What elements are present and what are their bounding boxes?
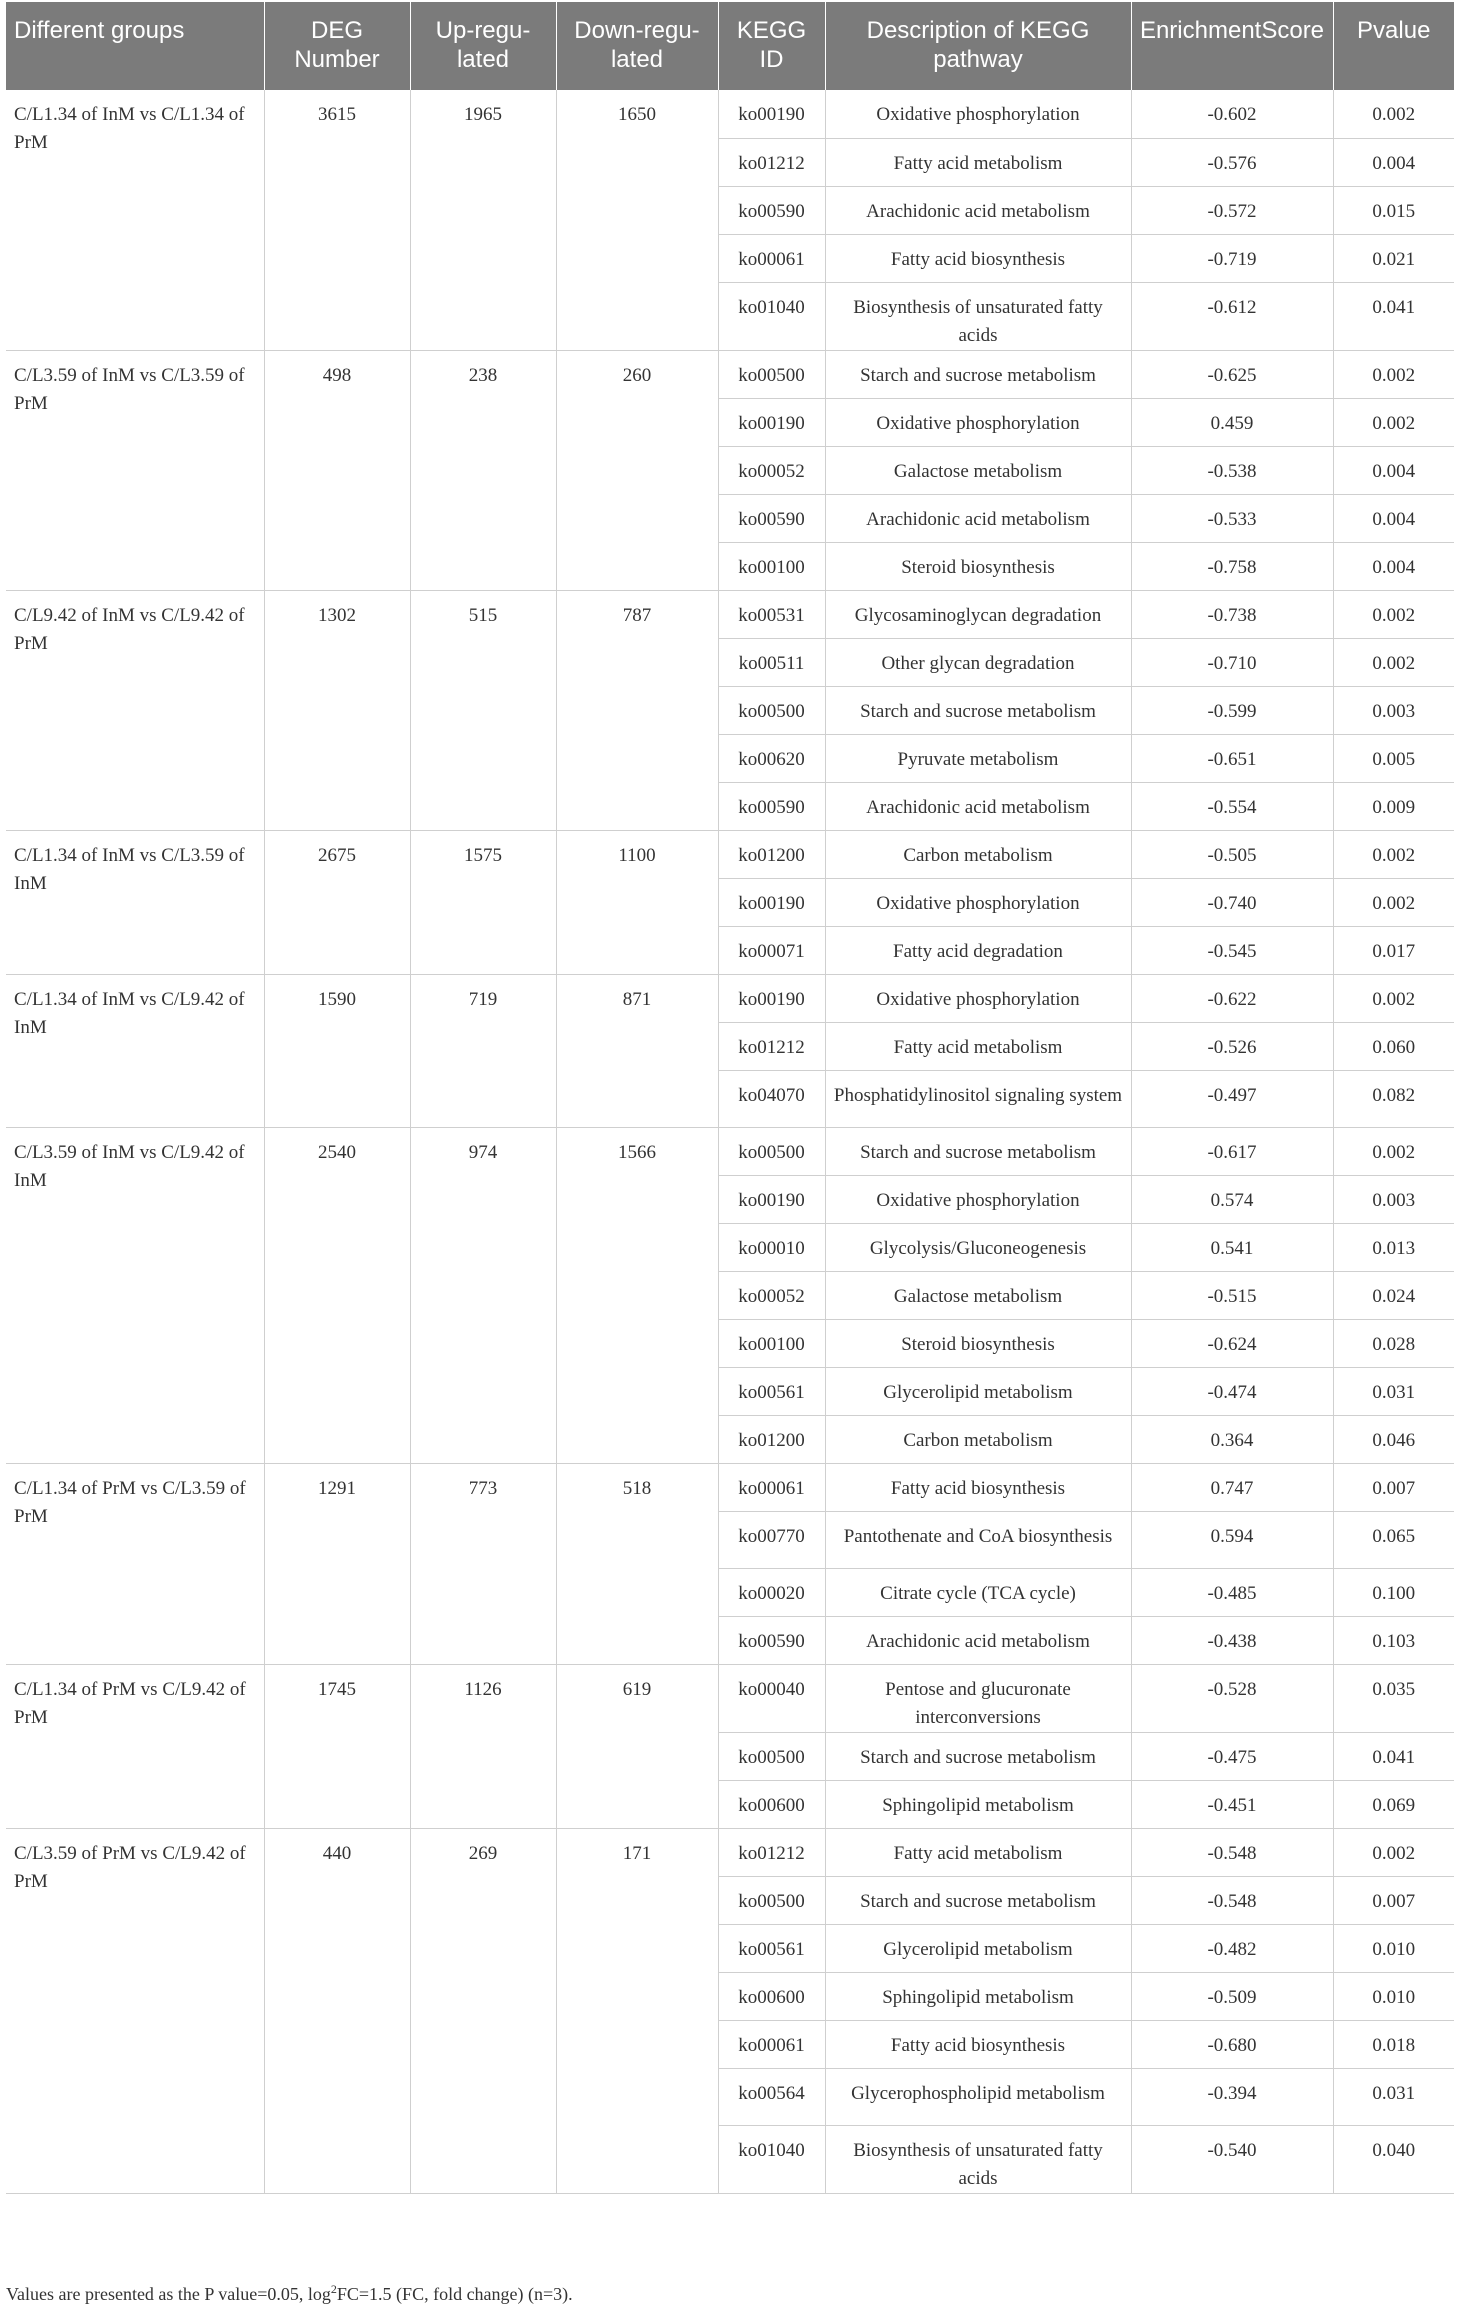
kegg-id-cell: ko00531	[718, 590, 825, 638]
enrichment-score-cell: -0.758	[1131, 542, 1333, 590]
enrichment-score-cell: 0.747	[1131, 1463, 1333, 1511]
enrichment-score-cell: -0.528	[1131, 1664, 1333, 1732]
pathway-description-cell: Arachidonic acid metabolism	[825, 494, 1131, 542]
pathway-description-cell: Galactose metabolism	[825, 1271, 1131, 1319]
kegg-id-cell: ko00020	[718, 1568, 825, 1616]
down-regulated-cell: 171	[556, 1828, 718, 2193]
pvalue-cell: 0.013	[1333, 1223, 1454, 1271]
deg-number-cell: 498	[264, 350, 410, 590]
pvalue-cell: 0.028	[1333, 1319, 1454, 1367]
table-body	[6, 90, 1454, 2193]
pathway-description-cell: Glycolysis/Gluconeogenesis	[825, 1223, 1131, 1271]
pathway-description-cell: Glycosaminoglycan degradation	[825, 590, 1131, 638]
group-name-cell: C/L3.59 of PrM vs C/L9.42 of PrM	[6, 1828, 264, 2193]
group-name-cell: C/L1.34 of PrM vs C/L9.42 of PrM	[6, 1664, 264, 1828]
deg-number-cell: 1302	[264, 590, 410, 830]
enrichment-score-cell: -0.538	[1131, 446, 1333, 494]
enrichment-score-cell: 0.574	[1131, 1175, 1333, 1223]
enrichment-score-cell: -0.438	[1131, 1616, 1333, 1664]
pathway-description-cell: Arachidonic acid metabolism	[825, 186, 1131, 234]
deg-number-cell: 440	[264, 1828, 410, 2193]
kegg-id-cell: ko00040	[718, 1664, 825, 1732]
kegg-id-cell: ko00100	[718, 542, 825, 590]
enrichment-score-cell: -0.497	[1131, 1070, 1333, 1127]
header-different-groups: Different groups	[6, 2, 264, 90]
pathway-description-cell: Galactose metabolism	[825, 446, 1131, 494]
header-enrichment-score: EnrichmentScore	[1131, 2, 1333, 90]
table-row	[6, 1664, 1454, 1732]
enrichment-score-cell: -0.740	[1131, 878, 1333, 926]
kegg-id-cell: ko00590	[718, 1616, 825, 1664]
enrichment-score-cell: -0.680	[1131, 2020, 1333, 2068]
kegg-id-cell: ko00500	[718, 1876, 825, 1924]
pvalue-cell: 0.103	[1333, 1616, 1454, 1664]
kegg-enrichment-table	[6, 2, 1454, 2194]
deg-number-cell: 1291	[264, 1463, 410, 1664]
table-row	[6, 590, 1454, 638]
kegg-id-cell: ko00052	[718, 1271, 825, 1319]
enrichment-score-cell: -0.451	[1131, 1780, 1333, 1828]
table-row	[6, 350, 1454, 398]
pathway-description-cell: Oxidative phosphorylation	[825, 974, 1131, 1022]
enrichment-score-cell: 0.459	[1131, 398, 1333, 446]
pvalue-cell: 0.002	[1333, 1828, 1454, 1876]
enrichment-score-cell: -0.475	[1131, 1732, 1333, 1780]
pvalue-cell: 0.002	[1333, 350, 1454, 398]
table-row	[6, 1828, 1454, 1876]
enrichment-score-cell: -0.505	[1131, 830, 1333, 878]
group-name-cell: C/L3.59 of InM vs C/L9.42 of InM	[6, 1127, 264, 1463]
group-name-cell: C/L1.34 of InM vs C/L9.42 of InM	[6, 974, 264, 1127]
up-regulated-cell: 1575	[410, 830, 556, 974]
header-down-regulated: Down-regu-lated	[556, 2, 718, 90]
footnote-superscript: 2	[330, 2282, 337, 2296]
pathway-description-cell: Fatty acid biosynthesis	[825, 234, 1131, 282]
kegg-id-cell: ko01040	[718, 282, 825, 350]
enrichment-score-cell: -0.612	[1131, 282, 1333, 350]
enrichment-score-cell: -0.625	[1131, 350, 1333, 398]
kegg-id-cell: ko00500	[718, 1127, 825, 1175]
pvalue-cell: 0.031	[1333, 1367, 1454, 1415]
kegg-id-cell: ko00100	[718, 1319, 825, 1367]
kegg-id-cell: ko00564	[718, 2068, 825, 2125]
enrichment-score-cell: -0.540	[1131, 2125, 1333, 2193]
pvalue-cell: 0.002	[1333, 638, 1454, 686]
pathway-description-cell: Pantothenate and CoA biosynthesis	[825, 1511, 1131, 1568]
pathway-description-cell: Oxidative phosphorylation	[825, 398, 1131, 446]
enrichment-score-cell: -0.622	[1131, 974, 1333, 1022]
kegg-id-cell: ko00061	[718, 234, 825, 282]
deg-number-cell: 1590	[264, 974, 410, 1127]
table-row	[6, 830, 1454, 878]
pathway-description-cell: Oxidative phosphorylation	[825, 878, 1131, 926]
up-regulated-cell: 719	[410, 974, 556, 1127]
pathway-description-cell: Steroid biosynthesis	[825, 542, 1131, 590]
kegg-id-cell: ko00500	[718, 350, 825, 398]
pvalue-cell: 0.015	[1333, 186, 1454, 234]
enrichment-score-cell: -0.554	[1131, 782, 1333, 830]
kegg-id-cell: ko01200	[718, 830, 825, 878]
pathway-description-cell: Glycerolipid metabolism	[825, 1924, 1131, 1972]
table-footnote	[6, 2282, 573, 2305]
kegg-id-cell: ko00061	[718, 2020, 825, 2068]
down-regulated-cell: 518	[556, 1463, 718, 1664]
kegg-id-cell: ko01040	[718, 2125, 825, 2193]
pathway-description-cell: Sphingolipid metabolism	[825, 1780, 1131, 1828]
pathway-description-cell: Fatty acid biosynthesis	[825, 2020, 1131, 2068]
pvalue-cell: 0.002	[1333, 878, 1454, 926]
pvalue-cell: 0.003	[1333, 686, 1454, 734]
kegg-id-cell: ko01212	[718, 1828, 825, 1876]
pvalue-cell: 0.002	[1333, 590, 1454, 638]
pathway-description-cell: Fatty acid biosynthesis	[825, 1463, 1131, 1511]
up-regulated-cell: 773	[410, 1463, 556, 1664]
pvalue-cell: 0.002	[1333, 398, 1454, 446]
up-regulated-cell: 269	[410, 1828, 556, 2193]
kegg-id-cell: ko00071	[718, 926, 825, 974]
kegg-id-cell: ko00590	[718, 782, 825, 830]
enrichment-score-cell: -0.710	[1131, 638, 1333, 686]
pathway-description-cell: Oxidative phosphorylation	[825, 90, 1131, 138]
pathway-description-cell: Pentose and glucuronate interconversions	[825, 1664, 1131, 1732]
pathway-description-cell: Arachidonic acid metabolism	[825, 1616, 1131, 1664]
group-name-cell: C/L9.42 of InM vs C/L9.42 of PrM	[6, 590, 264, 830]
kegg-id-cell: ko01200	[718, 1415, 825, 1463]
pvalue-cell: 0.002	[1333, 974, 1454, 1022]
enrichment-score-cell: -0.509	[1131, 1972, 1333, 2020]
down-regulated-cell: 260	[556, 350, 718, 590]
pvalue-cell: 0.100	[1333, 1568, 1454, 1616]
pathway-description-cell: Fatty acid metabolism	[825, 138, 1131, 186]
deg-number-cell: 2540	[264, 1127, 410, 1463]
kegg-id-cell: ko00620	[718, 734, 825, 782]
table-row	[6, 1127, 1454, 1175]
pvalue-cell: 0.010	[1333, 1972, 1454, 2020]
pathway-description-cell: Biosynthesis of unsaturated fatty acids	[825, 282, 1131, 350]
enrichment-score-cell: -0.548	[1131, 1876, 1333, 1924]
enrichment-score-cell: -0.548	[1131, 1828, 1333, 1876]
pvalue-cell: 0.017	[1333, 926, 1454, 974]
header-deg-number: DEG Number	[264, 2, 410, 90]
pathway-description-cell: Glycerolipid metabolism	[825, 1367, 1131, 1415]
enrichment-score-cell: -0.394	[1131, 2068, 1333, 2125]
enrichment-score-cell: -0.624	[1131, 1319, 1333, 1367]
pathway-description-cell: Starch and sucrose metabolism	[825, 350, 1131, 398]
pvalue-cell: 0.031	[1333, 2068, 1454, 2125]
kegg-id-cell: ko00190	[718, 878, 825, 926]
pvalue-cell: 0.046	[1333, 1415, 1454, 1463]
up-regulated-cell: 1126	[410, 1664, 556, 1828]
pvalue-cell: 0.002	[1333, 830, 1454, 878]
pvalue-cell: 0.018	[1333, 2020, 1454, 2068]
kegg-id-cell: ko00590	[718, 494, 825, 542]
header-pvalue: Pvalue	[1333, 2, 1454, 90]
up-regulated-cell: 238	[410, 350, 556, 590]
pathway-description-cell: Starch and sucrose metabolism	[825, 686, 1131, 734]
pvalue-cell: 0.021	[1333, 234, 1454, 282]
pathway-description-cell: Arachidonic acid metabolism	[825, 782, 1131, 830]
pvalue-cell: 0.041	[1333, 282, 1454, 350]
enrichment-score-cell: -0.526	[1131, 1022, 1333, 1070]
header-description: Description of KEGG pathway	[825, 2, 1131, 90]
enrichment-score-cell: -0.545	[1131, 926, 1333, 974]
footnote-suffix: FC=1.5 (FC, fold change) (n=3).	[336, 2284, 573, 2304]
table-row	[6, 974, 1454, 1022]
enrichment-score-cell: -0.474	[1131, 1367, 1333, 1415]
enrichment-score-cell: -0.533	[1131, 494, 1333, 542]
enrichment-score-cell: -0.719	[1131, 234, 1333, 282]
pvalue-cell: 0.069	[1333, 1780, 1454, 1828]
table-row	[6, 90, 1454, 138]
kegg-id-cell: ko04070	[718, 1070, 825, 1127]
group-name-cell: C/L1.34 of InM vs C/L1.34 of PrM	[6, 90, 264, 350]
kegg-id-cell: ko00590	[718, 186, 825, 234]
kegg-id-cell: ko01212	[718, 1022, 825, 1070]
pvalue-cell: 0.007	[1333, 1463, 1454, 1511]
kegg-id-cell: ko00500	[718, 686, 825, 734]
kegg-id-cell: ko00061	[718, 1463, 825, 1511]
up-regulated-cell: 515	[410, 590, 556, 830]
down-regulated-cell: 1566	[556, 1127, 718, 1463]
down-regulated-cell: 619	[556, 1664, 718, 1828]
pvalue-cell: 0.004	[1333, 138, 1454, 186]
kegg-id-cell: ko00190	[718, 974, 825, 1022]
pathway-description-cell: Citrate cycle (TCA cycle)	[825, 1568, 1131, 1616]
pvalue-cell: 0.024	[1333, 1271, 1454, 1319]
pvalue-cell: 0.002	[1333, 1127, 1454, 1175]
kegg-id-cell: ko00190	[718, 1175, 825, 1223]
pathway-description-cell: Pyruvate metabolism	[825, 734, 1131, 782]
enrichment-score-cell: -0.617	[1131, 1127, 1333, 1175]
pathway-description-cell: Starch and sucrose metabolism	[825, 1127, 1131, 1175]
pvalue-cell: 0.010	[1333, 1924, 1454, 1972]
pathway-description-cell: Carbon metabolism	[825, 1415, 1131, 1463]
enrichment-score-cell: -0.515	[1131, 1271, 1333, 1319]
down-regulated-cell: 1650	[556, 90, 718, 350]
kegg-id-cell: ko01212	[718, 138, 825, 186]
enrichment-score-cell: 0.364	[1131, 1415, 1333, 1463]
deg-number-cell: 1745	[264, 1664, 410, 1828]
kegg-id-cell: ko00190	[718, 398, 825, 446]
pvalue-cell: 0.002	[1333, 90, 1454, 138]
kegg-id-cell: ko00561	[718, 1924, 825, 1972]
kegg-id-cell: ko00500	[718, 1732, 825, 1780]
header-up-regulated: Up-regu-lated	[410, 2, 556, 90]
pvalue-cell: 0.004	[1333, 542, 1454, 590]
down-regulated-cell: 1100	[556, 830, 718, 974]
pathway-description-cell: Oxidative phosphorylation	[825, 1175, 1131, 1223]
pathway-description-cell: Biosynthesis of unsaturated fatty acids	[825, 2125, 1131, 2193]
pvalue-cell: 0.009	[1333, 782, 1454, 830]
deg-number-cell: 3615	[264, 90, 410, 350]
pvalue-cell: 0.035	[1333, 1664, 1454, 1732]
pathway-description-cell: Carbon metabolism	[825, 830, 1131, 878]
pathway-description-cell: Fatty acid metabolism	[825, 1828, 1131, 1876]
pathway-description-cell: Starch and sucrose metabolism	[825, 1732, 1131, 1780]
group-name-cell: C/L3.59 of InM vs C/L3.59 of PrM	[6, 350, 264, 590]
pathway-description-cell: Other glycan degradation	[825, 638, 1131, 686]
header-kegg-id: KEGG ID	[718, 2, 825, 90]
kegg-id-cell: ko00600	[718, 1972, 825, 2020]
enrichment-score-cell: -0.602	[1131, 90, 1333, 138]
header-row	[6, 2, 1454, 90]
pvalue-cell: 0.060	[1333, 1022, 1454, 1070]
pathway-description-cell: Glycerophospholipid metabolism	[825, 2068, 1131, 2125]
pvalue-cell: 0.040	[1333, 2125, 1454, 2193]
enrichment-score-cell: -0.599	[1131, 686, 1333, 734]
pvalue-cell: 0.007	[1333, 1876, 1454, 1924]
enrichment-score-cell: -0.485	[1131, 1568, 1333, 1616]
pvalue-cell: 0.041	[1333, 1732, 1454, 1780]
down-regulated-cell: 871	[556, 974, 718, 1127]
pathway-description-cell: Steroid biosynthesis	[825, 1319, 1131, 1367]
pvalue-cell: 0.004	[1333, 446, 1454, 494]
pvalue-cell: 0.005	[1333, 734, 1454, 782]
kegg-id-cell: ko00010	[718, 1223, 825, 1271]
up-regulated-cell: 974	[410, 1127, 556, 1463]
kegg-id-cell: ko00052	[718, 446, 825, 494]
deg-number-cell: 2675	[264, 830, 410, 974]
enrichment-score-cell: 0.541	[1131, 1223, 1333, 1271]
kegg-id-cell: ko00600	[718, 1780, 825, 1828]
pathway-description-cell: Fatty acid degradation	[825, 926, 1131, 974]
enrichment-score-cell: -0.572	[1131, 186, 1333, 234]
enrichment-score-cell: -0.576	[1131, 138, 1333, 186]
enrichment-score-cell: -0.738	[1131, 590, 1333, 638]
table-row	[6, 1463, 1454, 1511]
pvalue-cell: 0.082	[1333, 1070, 1454, 1127]
pathway-description-cell: Starch and sucrose metabolism	[825, 1876, 1131, 1924]
group-name-cell: C/L1.34 of PrM vs C/L3.59 of PrM	[6, 1463, 264, 1664]
pvalue-cell: 0.003	[1333, 1175, 1454, 1223]
kegg-table-container	[6, 2, 1454, 2194]
down-regulated-cell: 787	[556, 590, 718, 830]
kegg-id-cell: ko00190	[718, 90, 825, 138]
up-regulated-cell: 1965	[410, 90, 556, 350]
group-name-cell: C/L1.34 of InM vs C/L3.59 of InM	[6, 830, 264, 974]
pathway-description-cell: Phosphatidylinositol signaling system	[825, 1070, 1131, 1127]
kegg-id-cell: ko00770	[718, 1511, 825, 1568]
kegg-id-cell: ko00511	[718, 638, 825, 686]
pathway-description-cell: Sphingolipid metabolism	[825, 1972, 1131, 2020]
pathway-description-cell: Fatty acid metabolism	[825, 1022, 1131, 1070]
enrichment-score-cell: -0.482	[1131, 1924, 1333, 1972]
kegg-id-cell: ko00561	[718, 1367, 825, 1415]
footnote-prefix: Values are presented as the P value=0.05, log	[6, 2284, 331, 2304]
pvalue-cell: 0.004	[1333, 494, 1454, 542]
enrichment-score-cell: -0.651	[1131, 734, 1333, 782]
pvalue-cell: 0.065	[1333, 1511, 1454, 1568]
enrichment-score-cell: 0.594	[1131, 1511, 1333, 1568]
